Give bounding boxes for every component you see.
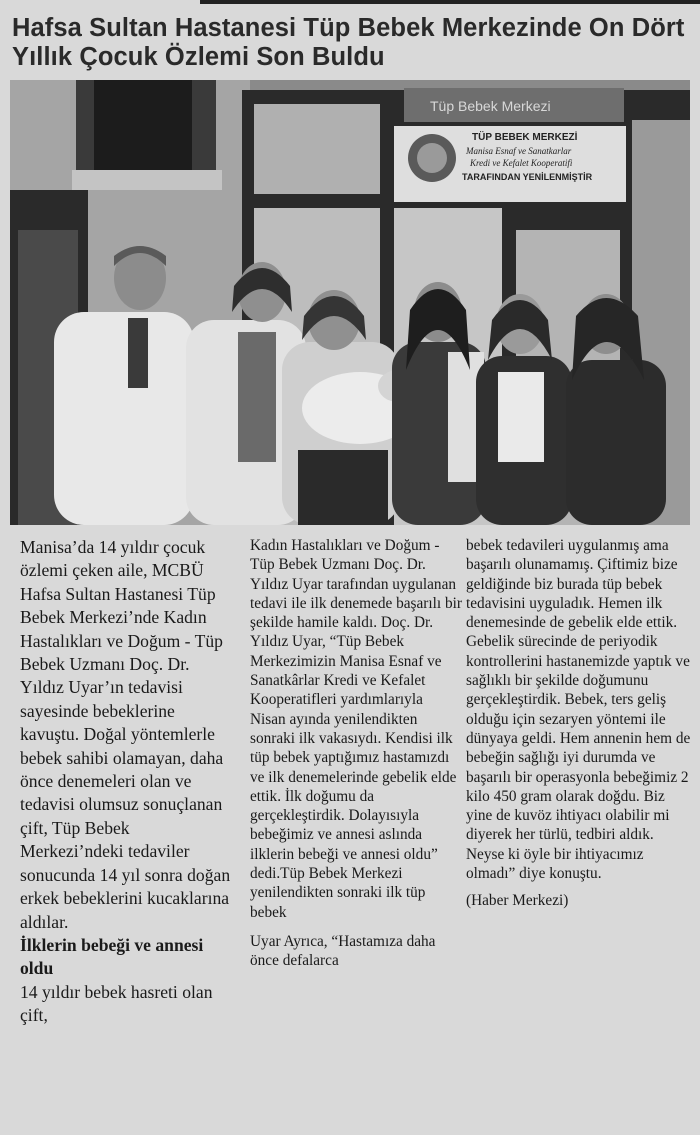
byline: (Haber Merkezi) <box>466 892 569 910</box>
news-photo <box>10 80 690 525</box>
article-column-2 <box>250 536 462 971</box>
plaque-line-1: Manisa Esnaf ve Sanatkarlar <box>466 146 572 156</box>
article-paragraph: bebek tedavileri uygulanmış ama başarılı olunamamış. Çiftimiz bize geldiğinde biz burada tüp bebek tedavisini uyguladık. Hemen ilk denemesinde de gebelik elde ettik. Gebelik sürecinde de periyodik kontrollerini hastanemizde yaptık ve sağlıklı bir şekilde doğumunu gerçekleştirdik. Bebek, ters geliş olduğu için sezaryen yöntemi ile dünyaya geldi. Hem annenin hem de bebeğin sağlığı iyi durumda ve başarılı bir operasyonla bebeğimiz 2 kilo 450 gram olarak doğdu. Biz yine de kuvöz ihtiyacı olabilir mi diyerek her türlü, tedbiri aldık. Neyse ki öyle bir ihtiyacımız olmadı” diye konuştu. <box>466 537 691 883</box>
article-paragraph: 14 yıldır bebek hasreti olan çift, <box>20 981 213 1026</box>
article-paragraph: Kadın Hastalıkları ve Doğum -Tüp Bebek Uzmanı Doç. Dr. Yıldız Uyar tarafından uygulanan tedavi ile ilk denemede başarılı bir şekilde hamile kaldı. Doç. Dr. Yıldız Uyar, “Tüp Bebek Merkezimizin Manisa Esnaf ve Sanatkârlar Kredi ve Kefalet Kooperatifleri yardımlarıyla Nisan ayında yenilendikten sonraki ilk vakasıydı. Kendisi ilk tüp bebek yaptığımız hastamızdı ve ilk denemelerinde gebelik elde ettik. İlk doğumu da gerçekleştirdik. Dolayısıyla bebeğimiz ve annesi aslında ilklerin bebeği ve annesi oldu” dedi.Tüp Bebek Merkezi yenilendikten sonraki ilk tüp bebek <box>250 537 462 921</box>
top-rule-gap <box>0 0 200 4</box>
sign-top-text: Tüp Bebek Merkezi <box>430 98 551 114</box>
plaque-line-3: TARAFINDAN YENİLENMİŞTİR <box>462 172 593 182</box>
article-column-3 <box>466 536 691 911</box>
article-subheading: İlklerin bebeği ve annesi oldu <box>20 934 204 979</box>
headline: Hafsa Sultan Hastanesi Tüp Bebek Merkezinde On Dört Yıllık Çocuk Özlemi Son Buldu <box>12 14 685 71</box>
plaque-title: TÜP BEBEK MERKEZİ <box>472 132 578 143</box>
plaque-line-2: Kredi ve Kefalet Kooperatifi <box>470 158 573 168</box>
article-paragraph: Manisa’da 14 yıldır çocuk özlemi çeken aile, MCBÜ Hafsa Sultan Hastanesi Tüp Bebek Merkezi’nde Kadın Hastalıkları ve Doğum - Tüp Bebek Uzmanı Doç. Dr. Yıldız Uyar’ın tedavisi sayesinde bebeklerine kavuştu. Doğal yöntemlerle bebek sahibi olamayan, daha önce denemeleri olan ve tedavisi olumsuz sonuçlanan çift, Tüp Bebek Merkezi’ndeki tedaviler sonucunda 14 yıl sonra doğan erkek bebeklerini kucaklarına aldılar. <box>20 537 231 932</box>
article-column-1 <box>20 536 232 1028</box>
article-paragraph: Uyar Ayrıca, “Hastamıza daha önce defalarca <box>250 932 436 970</box>
